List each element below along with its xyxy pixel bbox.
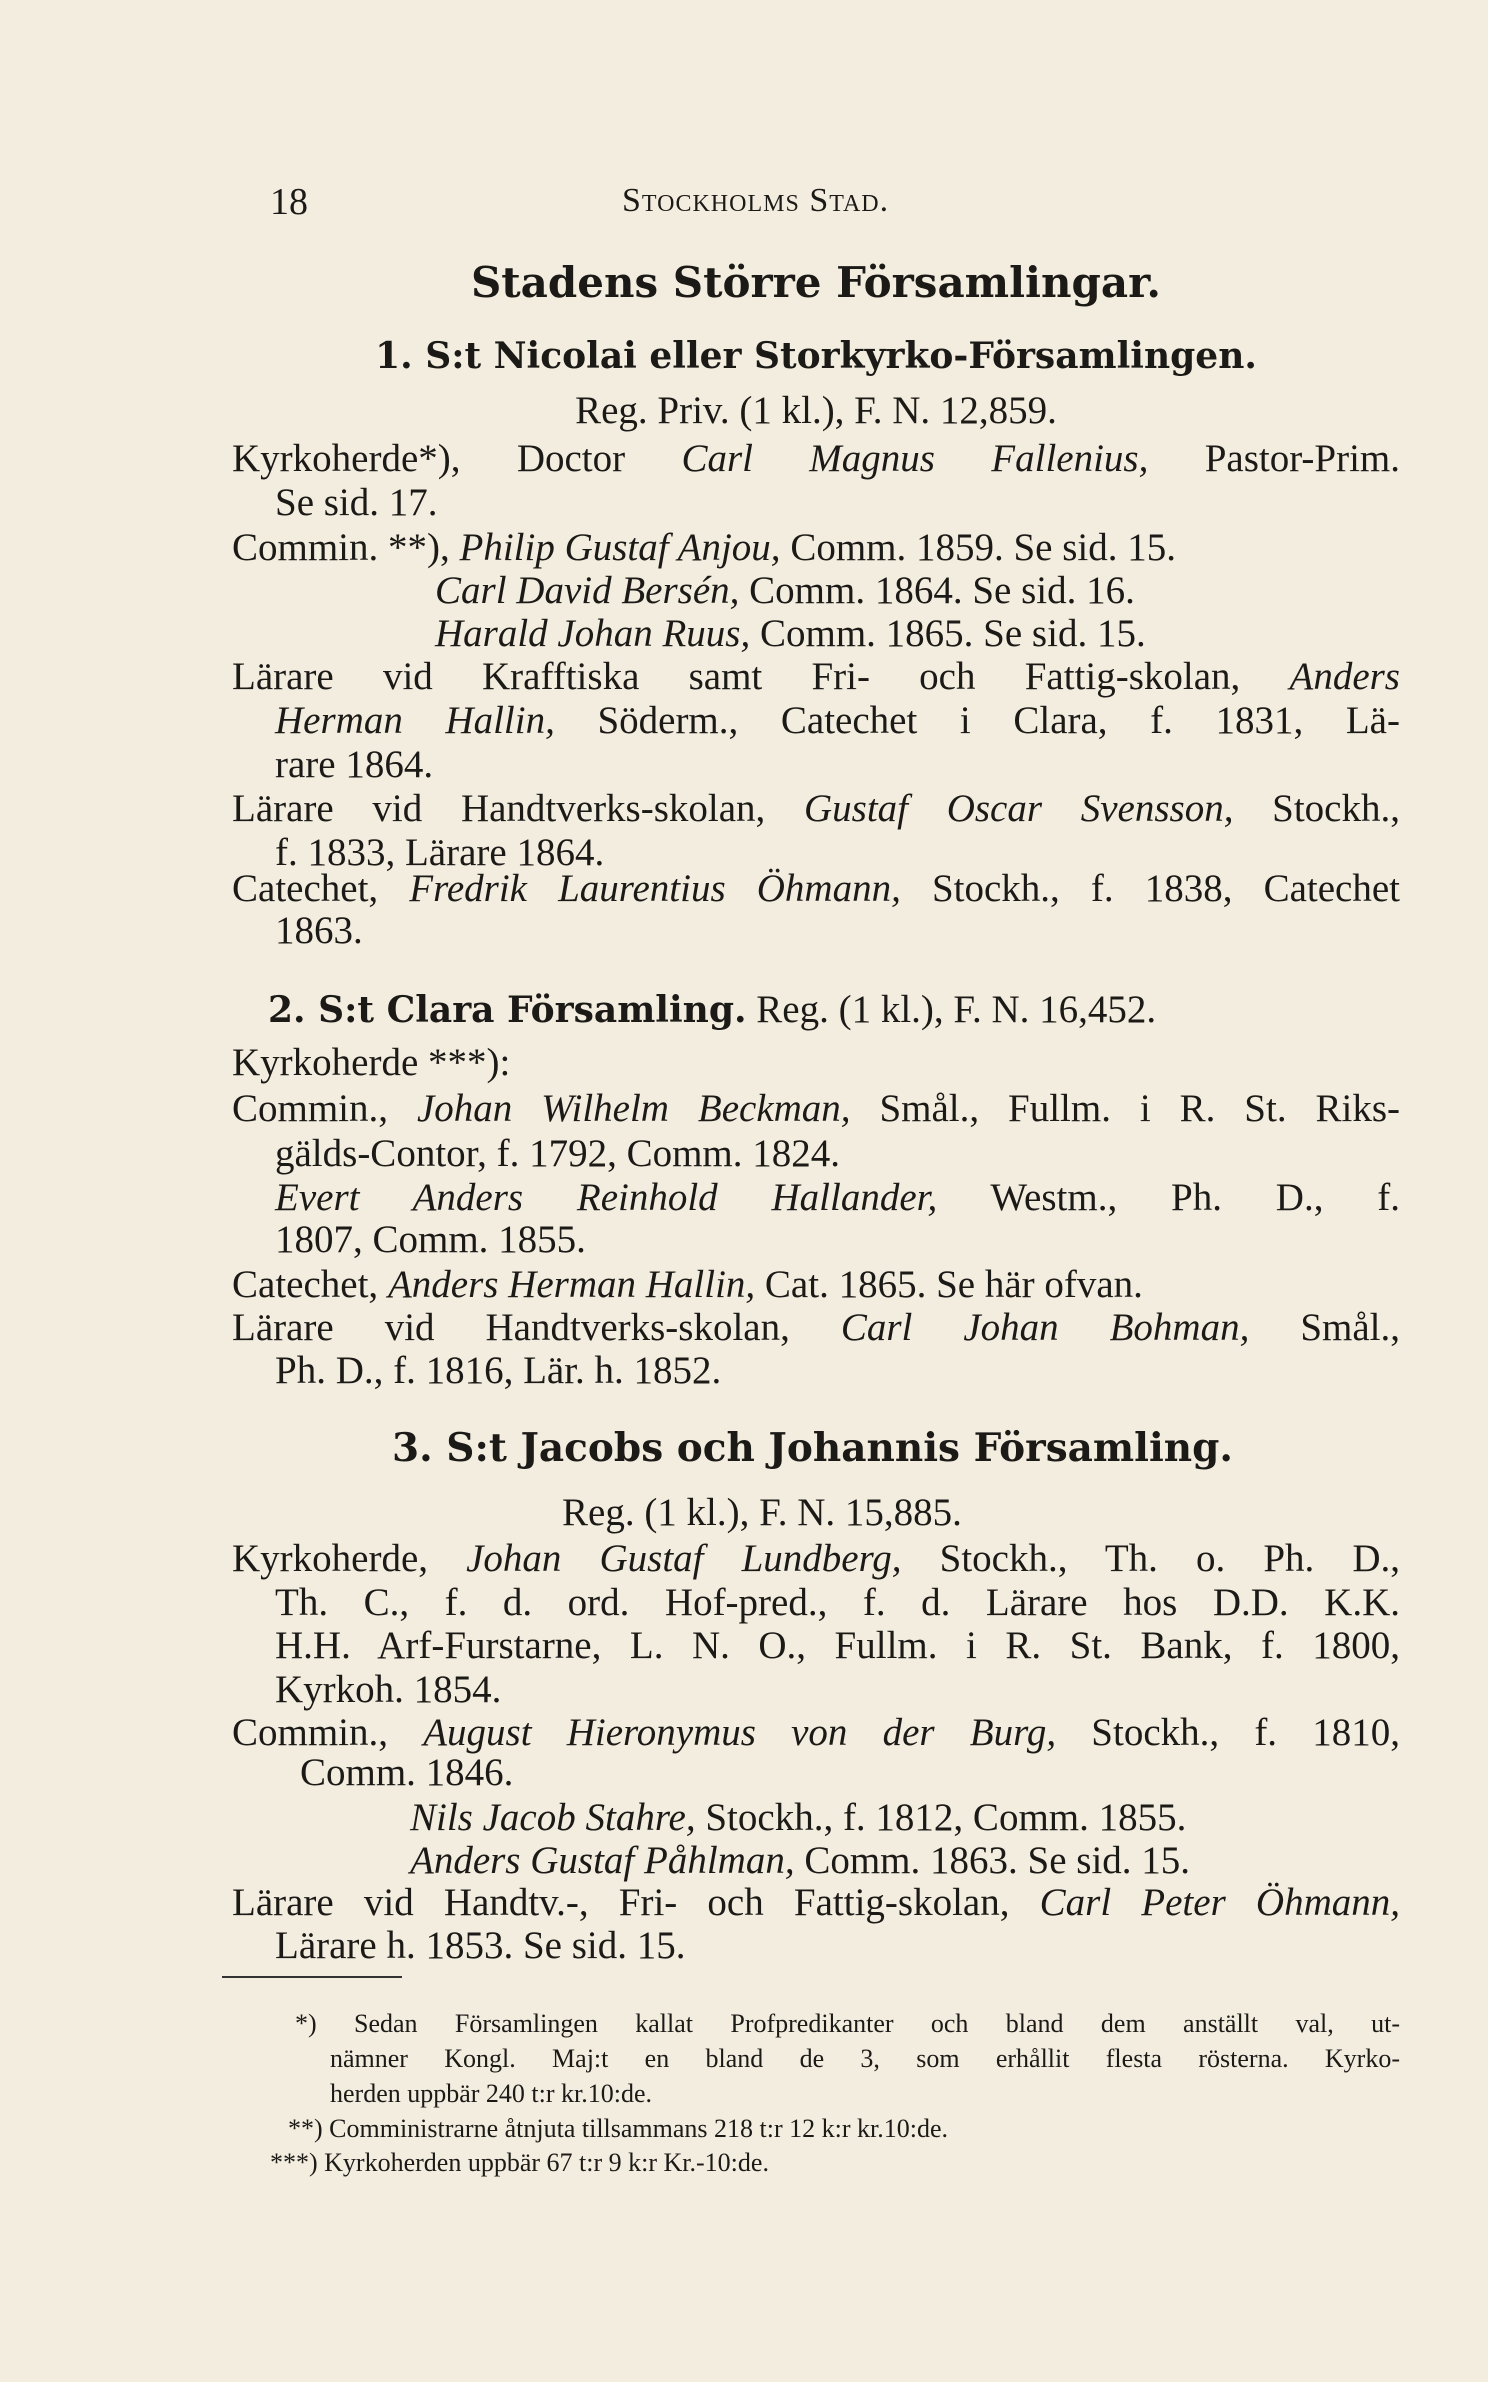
entry-line: Lärare h. 1853. Se sid. 15. xyxy=(275,1924,686,1967)
footnote-1-cont: herden uppbär 240 t:r kr.10:de. xyxy=(330,2079,653,2108)
entry-line: Catechet, Fredrik Laurentius Öhmann, Stockh., f. 1838, Catechet xyxy=(232,867,1401,910)
footnote-3: ***) Kyrkoherden uppbär 67 t:r 9 k:r Kr.-10:de. xyxy=(270,2148,769,2177)
section-3-reg: Reg. (1 kl.), F. N. 15,885. xyxy=(562,1491,962,1534)
entry-line: Carl David Bersén, Comm. 1864. Se sid. 16. xyxy=(435,569,1135,612)
entry-line: H.H. Arf-Furstarne, L. N. O., Fullm. i R. St. Bank, f. 1800, xyxy=(275,1624,1400,1667)
entry-line: Catechet, Anders Herman Hallin, Cat. 1865. Se här ofvan. xyxy=(232,1263,1143,1306)
entry-line: Lärare vid Handtv.-, Fri- och Fattig-skolan, Carl Peter Öhmann, xyxy=(232,1881,1400,1924)
entry-line: Kyrkoherde, Johan Gustaf Lundberg, Stockh., Th. o. Ph. D., xyxy=(232,1537,1401,1580)
entry-line: 1863. xyxy=(275,909,363,952)
section-3-heading: 3. S:t Jacobs och Johannis Församling. xyxy=(392,1425,1234,1471)
entry-line: gälds-Contor, f. 1792, Comm. 1824. xyxy=(275,1132,841,1175)
entry-line: Lärare vid Handtverks-skolan, Carl Johan Bohman, Smål., xyxy=(232,1306,1400,1349)
footnote-2: **) Comministrarne åtnjuta tillsammans 218 t:r 12 k:r kr.10:de. xyxy=(288,2114,949,2143)
footnote-1: *) Sedan Församlingen kallat Profpredikanter och bland dem anställt val, ut- xyxy=(295,2009,1400,2038)
entry-line: Herman Hallin, Söderm., Catechet i Clara, f. 1831, Lä- xyxy=(275,699,1400,742)
page-number: 18 xyxy=(270,181,308,223)
section-2-heading: 2. S:t Clara Församling. Reg. (1 kl.), F. N. 16,452. xyxy=(268,988,1157,1031)
entry-line: Kyrkoherde*), Doctor Carl Magnus Fallenius, Pastor-Prim. xyxy=(232,437,1401,480)
entry-line: Se sid. 17. xyxy=(275,481,438,524)
footnote-rule xyxy=(222,1976,402,1978)
section-1-reg: Reg. Priv. (1 kl.), F. N. 12,859. xyxy=(575,389,1057,432)
entry-line: Lärare vid Handtverks-skolan, Gustaf Oscar Svensson, Stockh., xyxy=(232,787,1400,830)
entry-line: Commin. **), Philip Gustaf Anjou, Comm. 1859. Se sid. 15. xyxy=(232,526,1177,569)
entry-line: Comm. 1846. xyxy=(300,1751,514,1794)
entry-line: Ph. D., f. 1816, Lär. h. 1852. xyxy=(275,1349,722,1392)
entry-line: Th. C., f. d. ord. Hof-pred., f. d. Lärare hos D.D. K.K. xyxy=(275,1581,1400,1624)
entry-line: Evert Anders Reinhold Hallander, Westm., Ph. D., f. xyxy=(275,1176,1401,1219)
entry-line: rare 1864. xyxy=(275,743,434,786)
footnote-1-cont: nämner Kongl. Maj:t en bland de 3, som erhållit flesta rösterna. Kyrko- xyxy=(330,2044,1400,2073)
main-title: Stadens Större Församlingar. xyxy=(470,258,1162,307)
entry-line: Kyrkoh. 1854. xyxy=(275,1668,502,1711)
entry-line: Nils Jacob Stahre, Stockh., f. 1812, Comm. 1855. xyxy=(410,1796,1187,1839)
entry-line: Harald Johan Ruus, Comm. 1865. Se sid. 15. xyxy=(435,612,1146,655)
entry-line: Lärare vid Krafftiska samt Fri- och Fattig-skolan, Anders xyxy=(232,655,1400,698)
entry-line: Commin., August Hieronymus von der Burg, Stockh., f. 1810, xyxy=(232,1711,1400,1754)
entry-line: Anders Gustaf Påhlman, Comm. 1863. Se sid. 15. xyxy=(410,1839,1191,1882)
entry-line: Commin., Johan Wilhelm Beckman, Smål., Fullm. i R. St. Riks- xyxy=(232,1087,1400,1130)
entry-line: 1807, Comm. 1855. xyxy=(275,1218,586,1261)
entry-line: Kyrkoherde ***): xyxy=(232,1041,511,1084)
section-1-heading: 1. S:t Nicolai eller Storkyrko-Församlingen. xyxy=(375,335,1257,377)
running-title: Stockholms Stad. xyxy=(622,182,890,219)
entry-line: f. 1833, Lärare 1864. xyxy=(275,831,605,874)
